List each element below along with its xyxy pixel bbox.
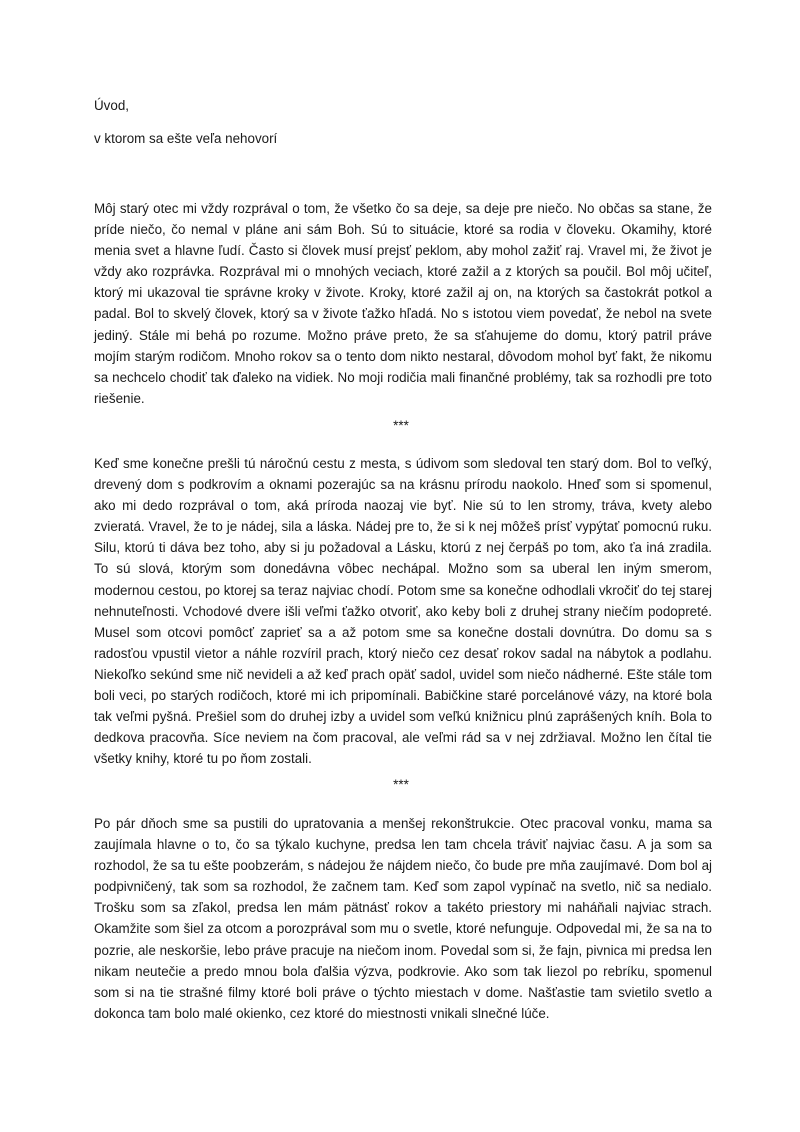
section-separator-2: *** xyxy=(393,777,409,792)
document-subtitle: v ktorom sa ešte veľa nehovorí xyxy=(94,131,278,146)
paragraph-2: Keď sme konečne prešli tú náročnú cestu z mesta, s údivom som sledoval ten starý dom. Bol to veľký, drevený dom s podkrovím a oknami pozerajúc sa na krásnu prírodu naokolo. Hneď som si spomenul, ako mi dedo rozprával o tom, aká príroda naozaj vie byť. Nie sú to len stromy, tráva, kvety alebo zvieratá. Vravel, že to je nádej, sila a láska. Nádej pre to, že si k nej môžeš prísť vypýtať pomocnú ruku. Silu, ktorú ti dáva bez toho, aby si ju požadoval a Lásku, ktorú z nej čerpáš po tom, ako ťa iná zradila. To sú slová, ktorým som donedávna vôbec nechápal. Možno som sa uberal len iným smerom, modernou cestou, po ktorej sa teraz najviac chodí. Potom sme sa konečne odhodlali vkročiť do tej starej nehnuteľnosti. Vchodové dvere išli veľmi ťažko otvoriť, ako keby boli z druhej strany niečím podopreté. Musel som otcovi pomôcť zaprieť sa a až potom sme sa konečne dostali dovnútra. Do domu sa s radosťou vpustil vietor a náhle rozvíril prach, ktorý niečo cez desať rokov sadal na nábytok a podlahu. Niekoľko sekúnd sme nič nevideli a až keď prach opäť sadol, uvidel som niečo nádherné. Ešte stále tom boli veci, po starých rodičoch, ktoré mi ich pripomínali. Babičkine staré porcelánové vázy, na ktoré bola tak veľmi pyšná. Prešiel som do druhej izby a uvidel som veľkú knižnicu plnú zaprášených kníh. Bola to dedkova pracovňa. Síce neviem na čom pracoval, ale veľmi rád sa v nej zdržiaval. Možno len čítal tie všetky knihy, ktoré tu po ňom zostali. xyxy=(94,456,712,767)
paragraph-1: Môj starý otec mi vždy rozprával o tom, že všetko čo sa deje, sa deje pre niečo. No občas sa stane, že príde niečo, čo nemal v pláne ani sám Boh. Sú to situácie, ktoré sa rodia v človeku. Okamihy, ktoré menia svet a hlavne ľudí. Často si človek musí prejsť peklom, aby mohol zažiť raj. Vravel mi, že život je vždy ako rozprávka. Rozprával mi o mnohých veciach, ktoré zažil a z ktorých sa poučil. Bol môj učiteľ, ktorý mi ukazoval tie správne kroky v živote. Kroky, ktoré zažil aj on, na ktorých sa častokrát potkol a padal. Bol to skvelý človek, ktorý sa v živote ťažko hľadá. No s istotou viem povedať, že nebol na svete jediný. Stále mi behá po rozume. Možno práve preto, že sa sťahujeme do domu, ktorý patril práve mojím starým rodičom. Mnoho rokov sa o tento dom nikto nestaral, dôvodom mohol byť fakt, že nikomu sa nechcelo chodiť tak ďaleko na vidiek. No moji rodičia mali finančné problémy, tak sa rozhodli pre toto riešenie. xyxy=(94,201,712,406)
document-title: Úvod, xyxy=(94,98,129,113)
paragraph-3: Po pár dňoch sme sa pustili do upratovania a menšej rekonštrukcie. Otec pracoval vonku, mama sa zaujímala hlavne o to, čo sa týkalo kuchyne, predsa len tam chcela tráviť najviac času. A ja som sa rozhodol, že sa tu ešte poobzerám, s nádejou že nájdem niečo, čo bude pre mňa zaujímavé. Dom bol aj podpivničený, tak som sa rozhodol, že začnem tam. Keď som zapol vypínač na svetlo, nič sa nedialo. Trošku som sa zľakol, predsa len mám pätnásť rokov a takéto priestory mi naháňali najviac strach. Okamžite som šiel za otcom a porozprával som mu o svetle, ktoré nefunguje. Odpovedal mi, že sa na to pozrie, ale neskoršie, lebo práve pracuje na niečom inom. Povedal som si, že fajn, pivnica mi predsa len nikam neutečie a predo mnou bola ďalšia výzva, podkrovie. Ako som tak liezol po rebríku, spomenul som si na tie strašné filmy ktoré boli práve o týchto miestach v dome. Našťastie tam svietilo svetlo a dokonca tam bolo malé okienko, cez ktoré do miestnosti vnikali slnečné lúče. xyxy=(94,816,712,1021)
section-separator-1: *** xyxy=(393,418,409,433)
